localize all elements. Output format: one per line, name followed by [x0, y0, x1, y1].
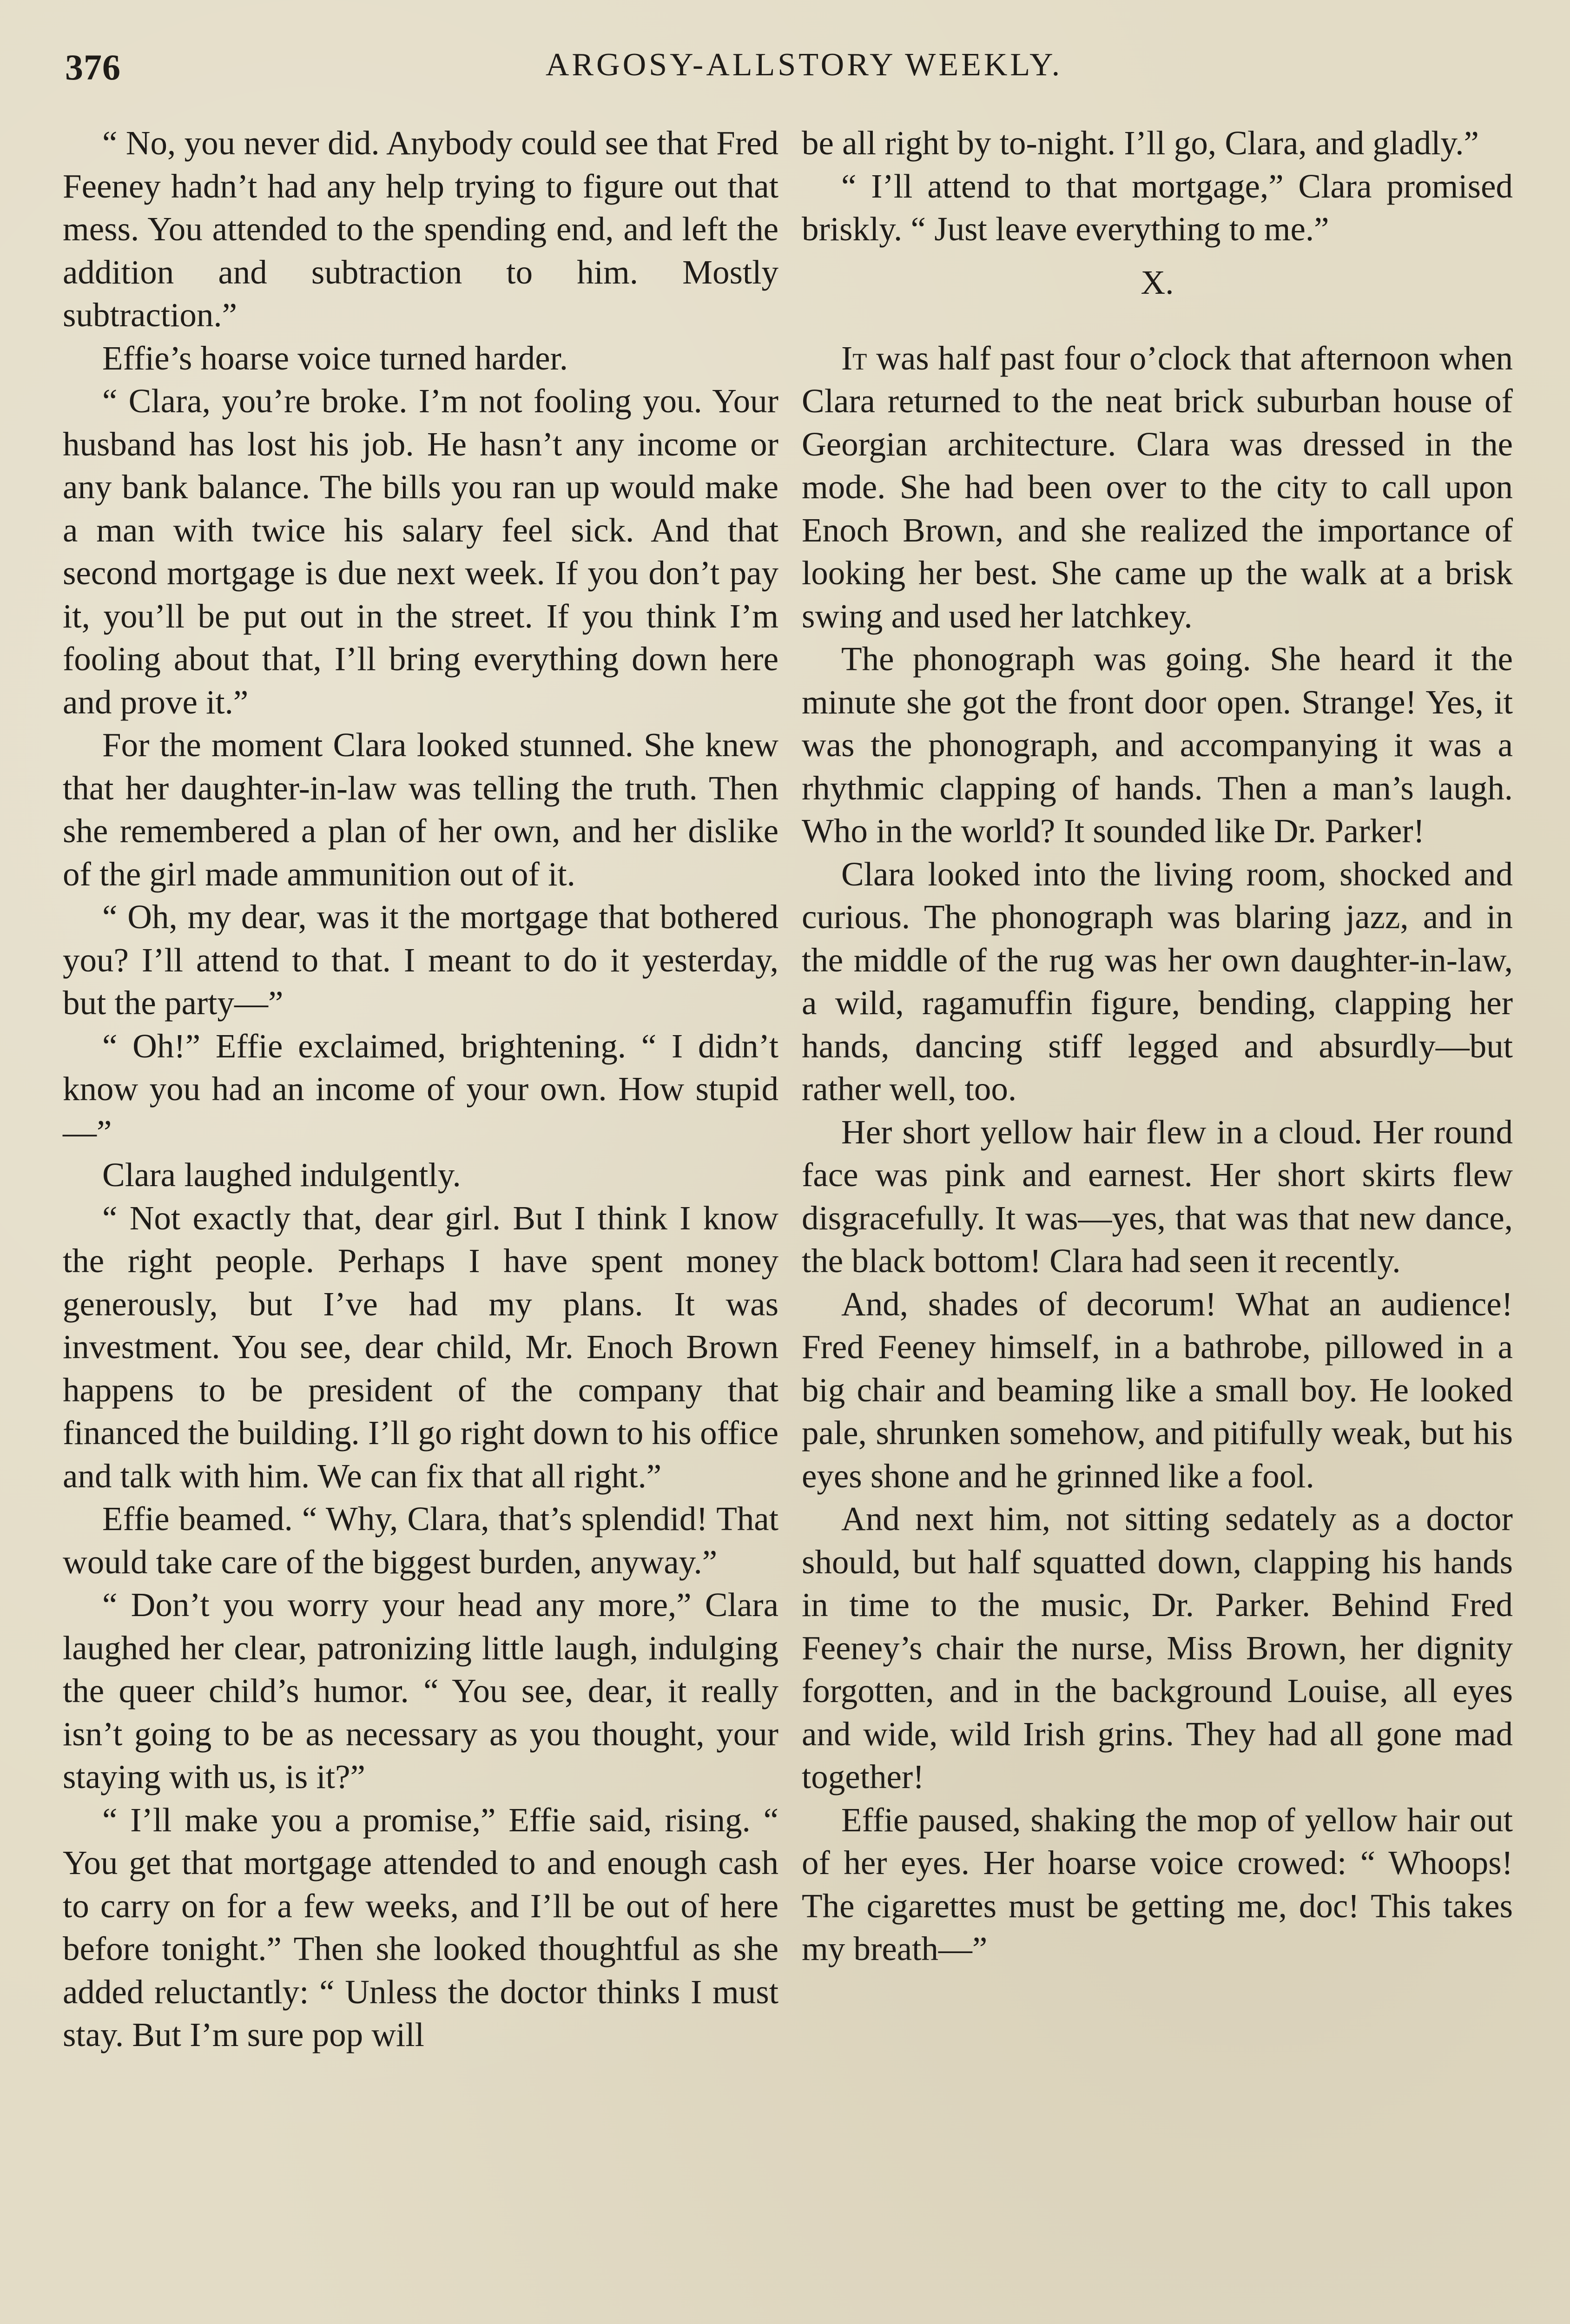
paragraph: And next him, not sitting sedately as a doctor should, but half squatted down, clapping his hands in time to the music, Dr. Parker. Behind Fred Feeney’s chair the nurse, Miss Brown, her dignity forgotten, and in the background Louise, all eyes and wide, wild Irish grins. They had all gone mad together! [802, 1500, 1513, 1796]
paragraph: “ No, you never did. Anybody could see that Fred Feeney hadn’t had any help trying to figure out that mess. You attended to the spending end, and left the addition and subtraction to him. Mostly subtraction.” [63, 124, 778, 334]
paragraph: For the moment Clara looked stunned. She knew that her daughter-in-law was telling the truth. Then she remembered a plan of her own, and her dislike of the girl made ammunition out of it. [63, 726, 778, 893]
paragraph: Her short yellow hair flew in a cloud. Her round face was pink and earnest. Her short skirts flew disgracefully. It was—yes, that was that new dance, the black bottom! Clara had seen it recently. [802, 1113, 1513, 1280]
right-column [802, 122, 1513, 1971]
opening-text: was half past four o’clock that afternoon when Clara returned to the neat brick suburban house of Georgian architecture. Clara was dressed in the mode. She had been over to the city to call upon Enoch Brown, and she realized the importance of looking her best. She came up the walk at a brisk swing and used her latchkey. [802, 339, 1513, 635]
paragraph: The phonograph was going. She heard it the minute she got the front door open. Strange! Yes, it was the phonograph, and accompanying it was a rhythmic clapping of hands. Then a man’s laugh. Who in the world? It sounded like Dr. Parker! [802, 640, 1513, 850]
opening-word: It [841, 339, 867, 377]
paragraph: And, shades of decorum! What an audience! Fred Feeney himself, in a bathrobe, pillowed in a big chair and beaming like a small boy. He looked pale, shrunken somehow, and pitifully weak, but his eyes shone and he grinned like a fool. [802, 1285, 1513, 1495]
paragraph: “ Oh, my dear, was it the mortgage that bothered you? I’ll attend to that. I meant to do it yesterday, but the party—” [63, 898, 778, 1022]
paragraph: Effie’s hoarse voice turned harder. [102, 339, 568, 377]
paragraph-continuation: be all right by to-night. I’ll go, Clara, and gladly.” [802, 124, 1479, 162]
paragraph: “ I’ll attend to that mortgage,” Clara promised briskly. “ Just leave everything to me.” [802, 167, 1513, 248]
paragraph: “ Don’t you worry your head any more,” Clara laughed her clear, patronizing little laugh, indulging the queer child’s humor. “ You see, dear, it really isn’t going to be as necessary as you thought, your staying with us, is it?” [63, 1586, 778, 1796]
paragraph: “ Oh!” Effie exclaimed, brightening. “ I didn’t know you had an income of your own. How stupid—” [63, 1027, 778, 1151]
paragraph: “ Clara, you’re broke. I’m not fooling you. Your husband has lost his job. He hasn’t any income or any bank balance. The bills you ran up would make a man with twice his salary feel sick. And that second mortgage is due next week. If you don’t pay it, you’ll be put out in the street. If you think I’m fooling about that, I’ll bring everything down here and prove it.” [63, 382, 778, 721]
section-heading: X. [1141, 263, 1174, 301]
page-number: 376 [65, 47, 121, 87]
paragraph: “ I’ll make you a promise,” Effie said, rising. “ You get that mortgage attended to and enough cash to carry on for a few weeks, and I’ll be out of here before tonight.” Then she looked thoughtful as she added reluctantly: “ Unless the doctor thinks I must stay. But I’m sure pop will [63, 1801, 778, 2053]
paragraph: Effie beamed. “ Why, Clara, that’s splendid! That would take care of the biggest burden, anyway.” [63, 1500, 778, 1581]
running-head: ARGOSY-ALLSTORY WEEKLY. [545, 47, 1063, 83]
paragraph-opening [802, 337, 1513, 638]
page-header [65, 46, 1506, 98]
paragraph: “ Not exactly that, dear girl. But I think I know the right people. Perhaps I have spent money generously, but I’ve had my plans. It was investment. You see, dear child, Mr. Enoch Brown happens to be president of the company that financed the building. I’ll go right down to his office and talk with him. We can fix that all right.” [63, 1199, 778, 1495]
paragraph: Clara looked into the living room, shocked and curious. The phonograph was blaring jazz, and in the middle of the rug was her own daughter-in-law, a wild, ragamuffin figure, bending, clapping her hands, dancing stiff legged and absurdly—but rather well, too. [802, 855, 1513, 1108]
paragraph: Effie paused, shaking the mop of yellow hair out of her eyes. Her hoarse voice crowed: “ Whoops! The cigarettes must be getting me, doc! This takes my breath—” [802, 1801, 1513, 1967]
paragraph: Clara laughed indulgently. [102, 1156, 461, 1194]
left-column [63, 122, 778, 2057]
